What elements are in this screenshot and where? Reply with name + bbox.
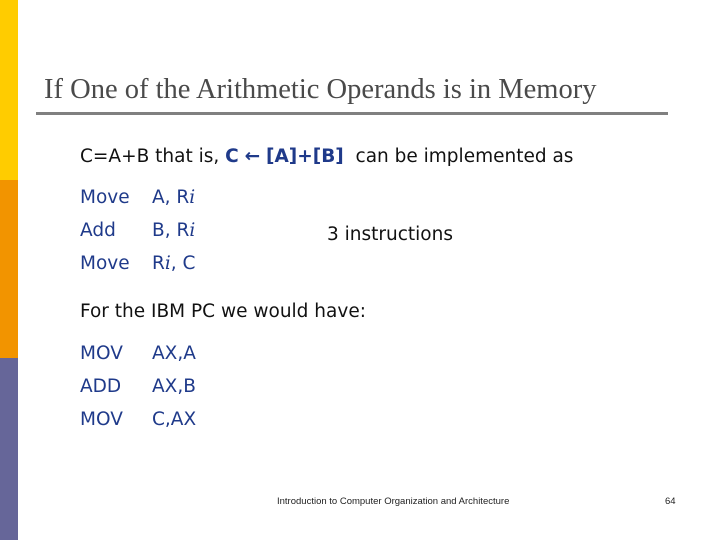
side-bar-yellow xyxy=(0,0,18,180)
code-register-index: i xyxy=(189,187,196,208)
code-op: MOV xyxy=(80,343,123,364)
code-args: AX,A xyxy=(152,343,196,364)
code-register-index: i xyxy=(164,253,171,274)
code-args: C,AX xyxy=(152,409,197,430)
side-bar-orange xyxy=(0,180,18,358)
title-underline xyxy=(36,112,668,115)
intro-prefix: C=A+B that is, xyxy=(80,146,226,167)
ibm-code-line xyxy=(80,343,196,364)
intro-expr-c: C xyxy=(225,146,239,167)
side-bar-blue xyxy=(0,358,18,540)
page-number: 64 xyxy=(665,496,676,507)
code-args: AX,B xyxy=(152,376,196,397)
code-register-index: i xyxy=(189,220,196,241)
code-args-pre: B, R xyxy=(152,220,190,241)
slide-title: If One of the Arithmetic Operands is in Memory xyxy=(44,74,597,105)
code-args-pre: A, R xyxy=(152,187,190,208)
code-args-pre: R xyxy=(152,253,165,274)
left-arrow-icon: ← xyxy=(244,146,261,167)
generic-code-line xyxy=(80,220,195,241)
footer-text: Introduction to Computer Organization and Architecture xyxy=(277,496,510,507)
code-op: Move xyxy=(80,253,130,274)
code-op: MOV xyxy=(80,409,123,430)
generic-code-line xyxy=(80,187,195,208)
code-op: Move xyxy=(80,187,130,208)
ibm-heading: For the IBM PC we would have: xyxy=(80,301,366,322)
intro-suffix: can be implemented as xyxy=(343,146,574,167)
code-op: ADD xyxy=(80,376,122,397)
code-op: Add xyxy=(80,220,116,241)
generic-code-line xyxy=(80,253,195,274)
ibm-code-line xyxy=(80,409,196,430)
intro-line xyxy=(80,146,573,167)
instruction-count: 3 instructions xyxy=(327,224,453,245)
ibm-code-line xyxy=(80,376,196,397)
intro-expr-ab: [A]+[B] xyxy=(266,146,344,167)
code-args-post: , C xyxy=(170,253,196,274)
